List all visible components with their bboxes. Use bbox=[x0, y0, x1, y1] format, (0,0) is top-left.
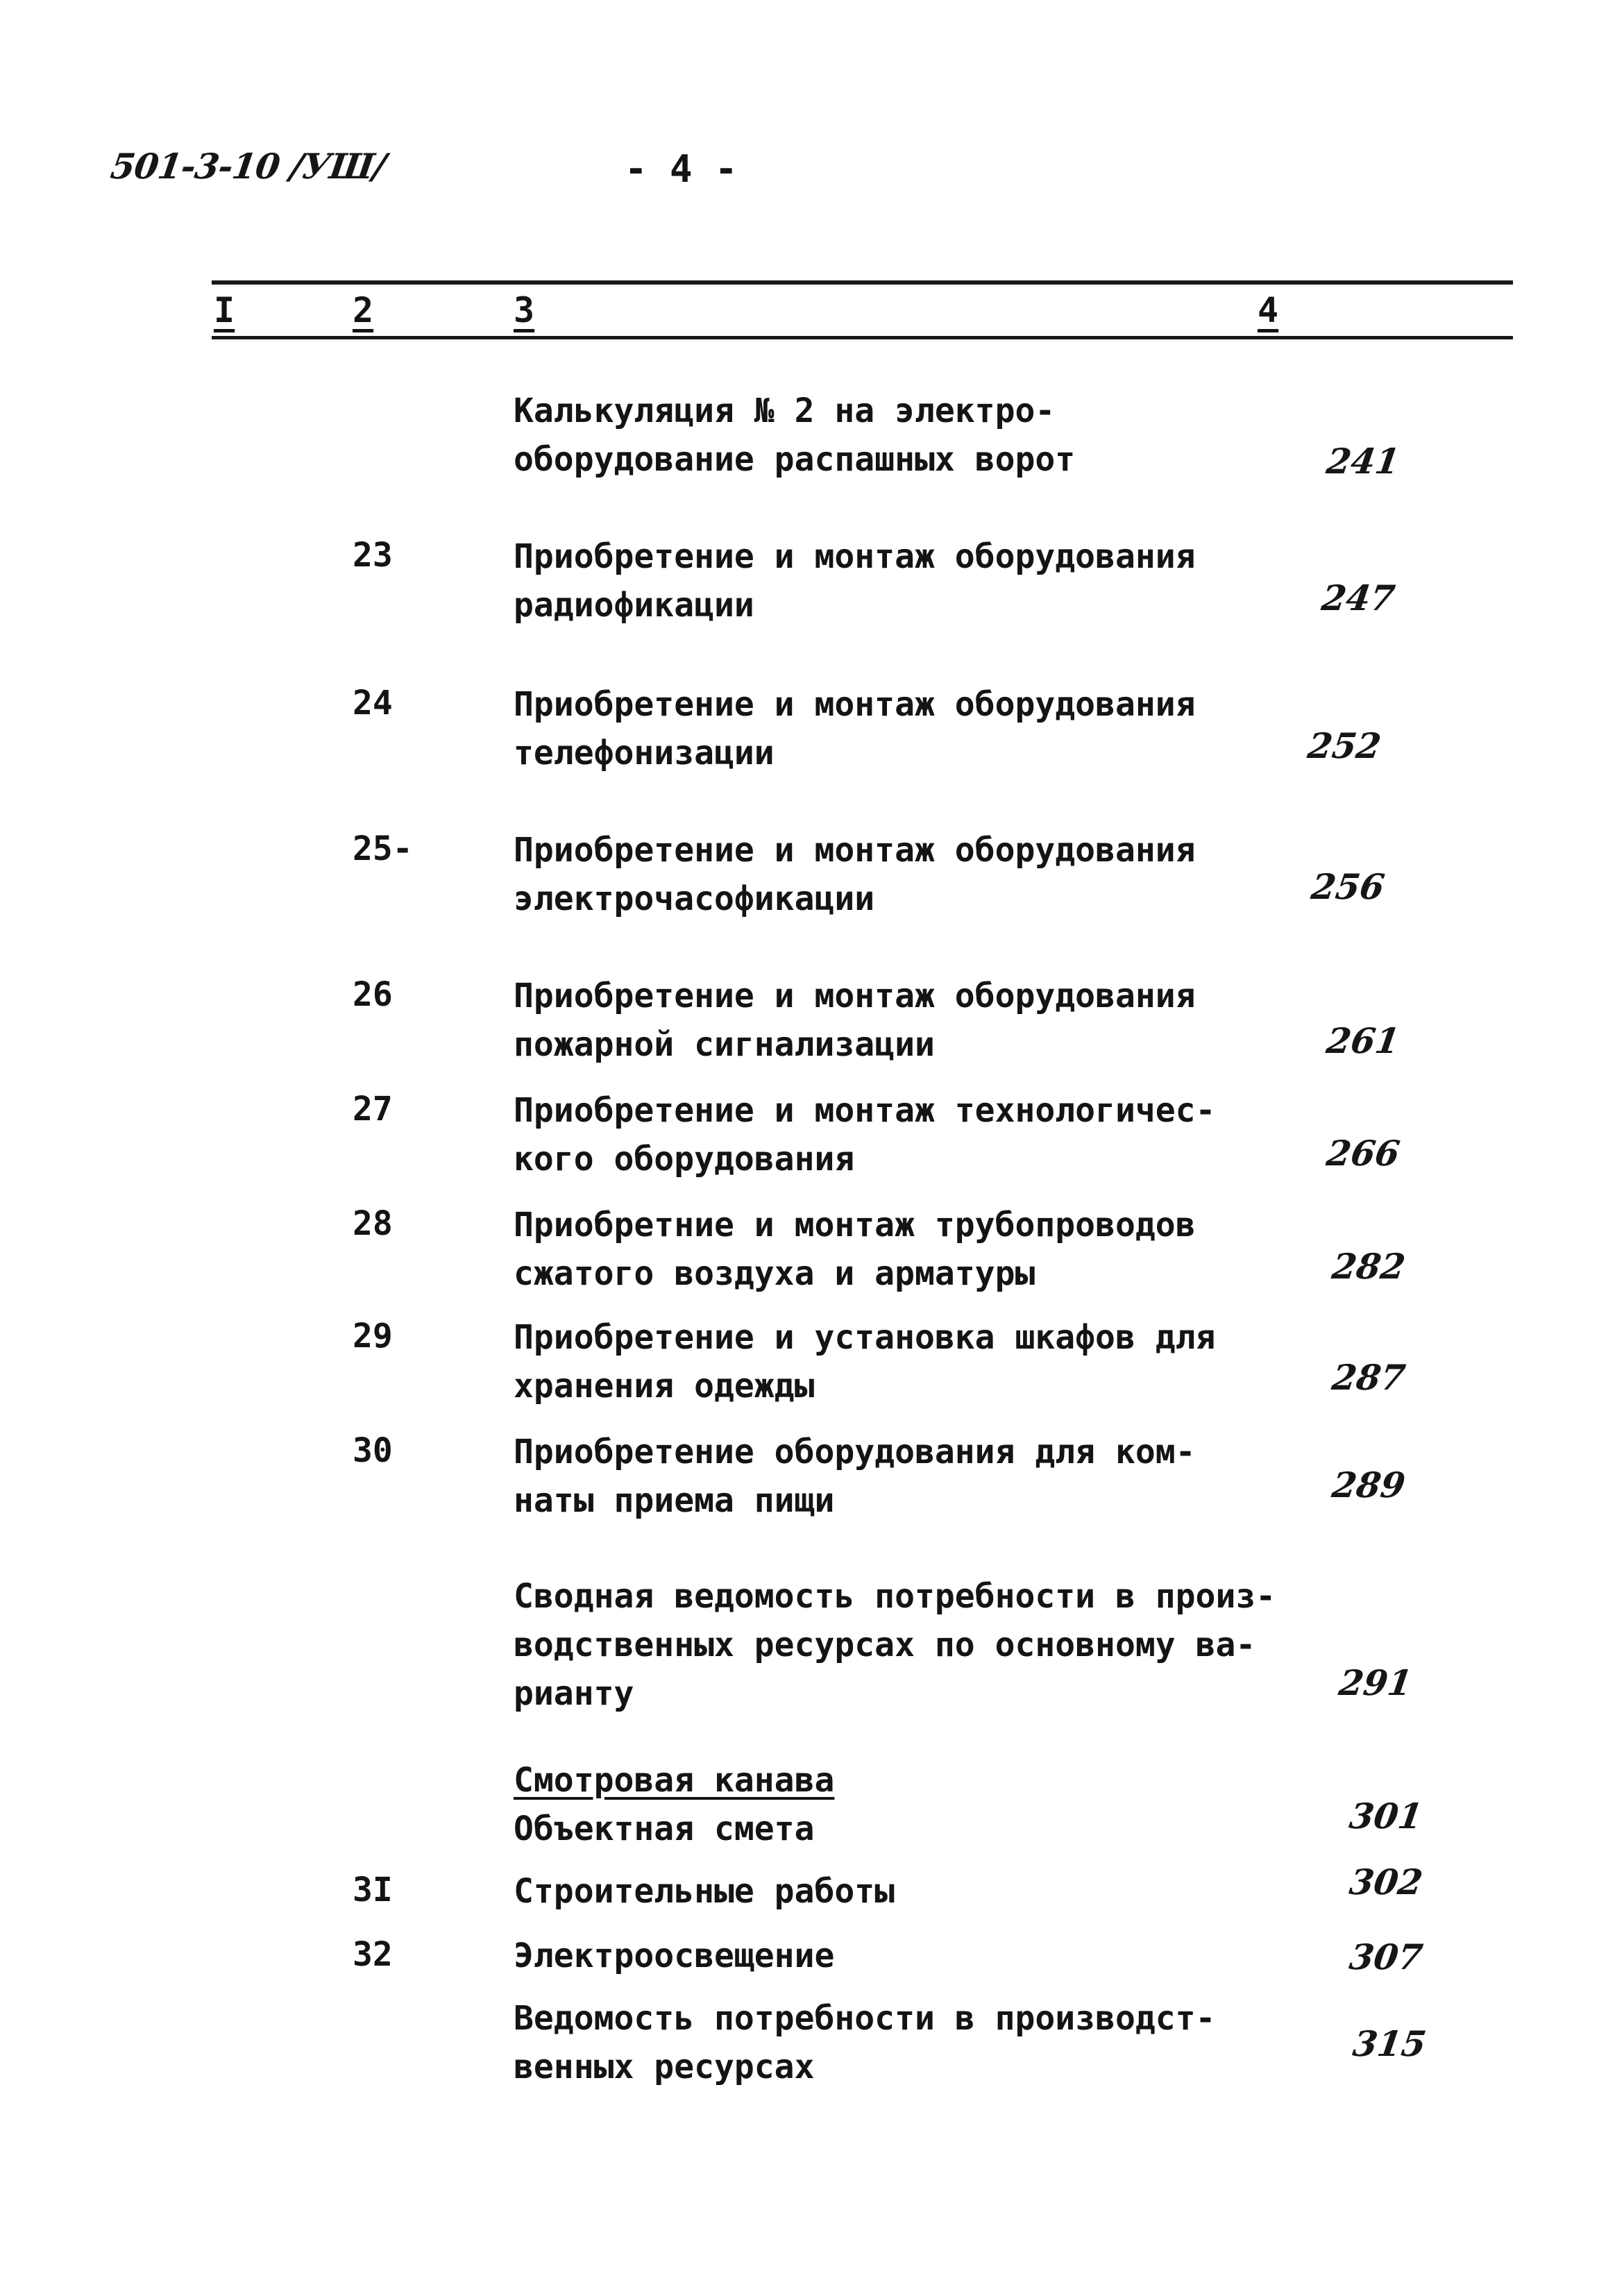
entry-number: 23 bbox=[353, 536, 393, 575]
table-top-rule bbox=[212, 280, 1513, 285]
entry-number: 3I bbox=[353, 1871, 393, 1909]
entry-page: 282 bbox=[1329, 1246, 1408, 1287]
document-code: 501-3-10 /УШ/ bbox=[108, 146, 389, 187]
entry-page: 307 bbox=[1346, 1936, 1426, 1977]
column-header-3: 3 bbox=[514, 290, 535, 330]
entry-page: 291 bbox=[1336, 1662, 1415, 1703]
entry-description: Приобретение оборудования для ком- наты приема пищи bbox=[514, 1433, 1196, 1520]
entry-number: 28 bbox=[353, 1204, 393, 1243]
entry-page: 302 bbox=[1346, 1862, 1426, 1902]
entry-page: 247 bbox=[1319, 577, 1398, 618]
entry-number: 30 bbox=[353, 1431, 393, 1470]
entry-description: Строительные работы bbox=[514, 1872, 895, 1911]
entry-number: 24 bbox=[353, 684, 393, 723]
section-heading: Смотровая канава bbox=[514, 1761, 835, 1800]
entry-number: 29 bbox=[353, 1317, 393, 1356]
entry-description: Приобретение и монтаж оборудования радиофикации bbox=[514, 537, 1196, 625]
entry-page: 289 bbox=[1329, 1465, 1408, 1505]
entry-page: 287 bbox=[1329, 1357, 1408, 1398]
entry-number: 27 bbox=[353, 1090, 393, 1129]
entry-description: Калькуляция № 2 на электро- оборудование распашных ворот bbox=[514, 391, 1076, 479]
entry-number: 25- bbox=[353, 829, 413, 868]
entry-description: Электроосвещение bbox=[514, 1936, 835, 1975]
entry-page: 241 bbox=[1323, 441, 1403, 482]
entry-description: Сводная ведомость потребности в произ- водственных ресурсах по основному ва- рианту bbox=[514, 1577, 1276, 1713]
entry-number: 32 bbox=[353, 1935, 393, 1974]
column-header-2: 2 bbox=[353, 290, 374, 330]
entry-number: 26 bbox=[353, 975, 393, 1014]
entry-description: Смотровая канава Объектная смета bbox=[514, 1756, 1319, 1853]
entry-page: 252 bbox=[1305, 725, 1384, 766]
column-header-4: 4 bbox=[1258, 290, 1279, 330]
table-header-rule bbox=[212, 336, 1513, 339]
entry-description: Ведомость потребности в производст- венных ресурсах bbox=[514, 1999, 1216, 2086]
column-header-1: I bbox=[214, 290, 235, 330]
entry-page: 261 bbox=[1323, 1020, 1403, 1061]
entry-page: 266 bbox=[1323, 1133, 1403, 1174]
entry-page: 256 bbox=[1308, 866, 1387, 907]
entry-description: Приобретение и монтаж оборудования телефонизации bbox=[514, 685, 1196, 773]
entry-description: Приобретение и монтаж технологичес- кого оборудования bbox=[514, 1091, 1216, 1179]
entry-page: 301 bbox=[1346, 1796, 1426, 1837]
entry-description: Приобретение и монтаж оборудования пожарной сигнализации bbox=[514, 977, 1196, 1064]
page-number: - 4 - bbox=[625, 147, 738, 191]
entry-description: Приобретение и установка шкафов для хранения одежды bbox=[514, 1318, 1216, 1406]
entry-description: Приобретение и монтаж оборудования электрочасофикации bbox=[514, 831, 1196, 918]
entry-page: 315 bbox=[1350, 2023, 1429, 2064]
entry-description: Приобретние и монтаж трубопроводов сжатого воздуха и арматуры bbox=[514, 1206, 1196, 1293]
